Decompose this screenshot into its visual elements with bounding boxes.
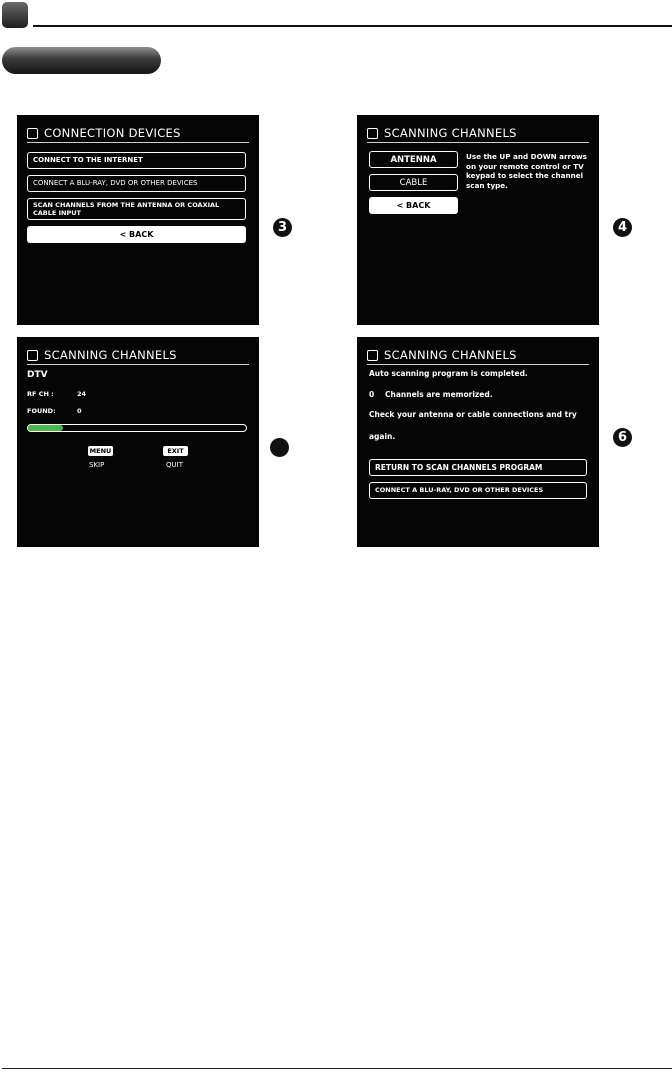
connect-internet-option[interactable]: CONNECT TO THE INTERNET (27, 152, 246, 169)
checkbox-icon (367, 350, 378, 361)
scan-progress-bar (27, 424, 247, 432)
screen-title (27, 124, 249, 142)
checkbox-icon (367, 128, 378, 139)
screen-title-text: SCANNING CHANNELS (384, 348, 517, 362)
return-to-scan-button[interactable]: RETURN TO SCAN CHANNELS PROGRAM (369, 459, 587, 476)
cable-button[interactable]: CABLE (369, 174, 458, 191)
screen-title-text: CONNECTION DEVICES (44, 126, 181, 140)
checkbox-icon (27, 350, 38, 361)
found-value: 0 (77, 407, 82, 415)
rf-channel-value: 24 (77, 390, 87, 398)
connect-bluray-option[interactable]: CONNECT A BLU-RAY, DVD OR OTHER DEVICES (27, 175, 246, 192)
screen-title-text: SCANNING CHANNELS (44, 348, 177, 362)
screen-title (367, 124, 589, 142)
screen-title-text: SCANNING CHANNELS (384, 126, 517, 140)
scan-progress-fill (28, 425, 63, 431)
memorized-message: Channels are memorized. (385, 390, 493, 399)
connection-devices-screen (17, 115, 259, 325)
title-divider (27, 364, 249, 365)
screen-title (367, 346, 589, 364)
antenna-button[interactable]: ANTENNA (369, 151, 458, 168)
step-3-badge: 3 (273, 218, 292, 237)
quit-label: QUIT (166, 461, 183, 469)
back-button[interactable]: < BACK (27, 226, 246, 243)
step-5-badge (270, 438, 289, 457)
step-4-badge: 4 (613, 218, 632, 237)
header-rule (33, 25, 672, 27)
step-6-badge: 6 (613, 428, 632, 447)
scan-complete-screen (357, 337, 599, 547)
memorized-count: 0 (369, 390, 375, 399)
back-button[interactable]: < BACK (369, 197, 458, 214)
footer-rule (2, 1068, 672, 1069)
title-divider (27, 142, 249, 143)
check-connections-message-cont: again. (369, 432, 396, 441)
skip-label: SKIP (89, 461, 105, 469)
section-pill (2, 47, 161, 74)
scan-mode-label: DTV (27, 370, 48, 380)
header-square-icon (2, 2, 28, 28)
screen-title (27, 346, 249, 364)
scanning-progress-screen (17, 337, 259, 547)
rf-channel-label: RF CH : (27, 390, 54, 398)
found-label: FOUND: (27, 407, 56, 415)
menu-key[interactable]: MENU (89, 447, 112, 455)
title-divider (367, 142, 589, 143)
connect-devices-button[interactable]: CONNECT A BLU-RAY, DVD OR OTHER DEVICES (369, 482, 587, 499)
check-connections-message: Check your antenna or cable connections and try (369, 410, 577, 419)
title-divider (367, 364, 589, 365)
checkbox-icon (27, 128, 38, 139)
exit-key[interactable]: EXIT (163, 446, 188, 456)
scanning-type-screen (357, 115, 599, 325)
scan-complete-message: Auto scanning program is completed. (369, 369, 528, 378)
instructions-text: Use the UP and DOWN arrows on your remote control or TV keypad to select the channel scan type. (466, 152, 587, 191)
scan-channels-option[interactable]: SCAN CHANNELS FROM THE ANTENNA OR COAXIAL CABLE INPUT (27, 198, 246, 220)
